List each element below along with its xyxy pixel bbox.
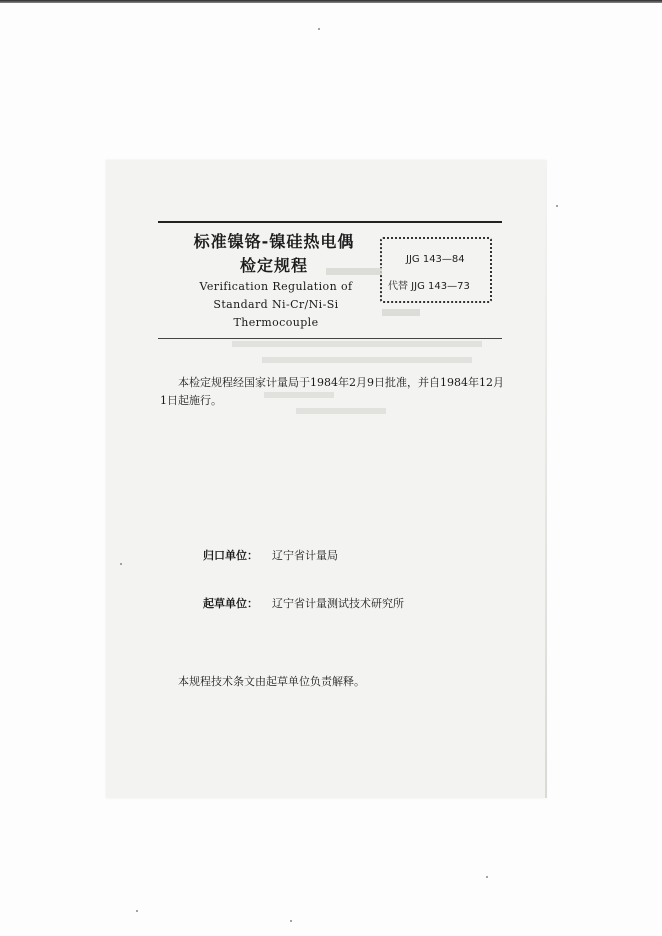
drafting-unit-value: 辽宁省计量测试技术研究所 (272, 597, 404, 610)
title-english (176, 278, 376, 332)
scan-speck (136, 910, 138, 912)
title-english-line2: Standard Ni-Cr/Ni-Si (213, 298, 339, 311)
bleed-through-mark (326, 268, 382, 275)
title-chinese-line2: 检定规程 (239, 256, 308, 275)
scan-speck (556, 205, 558, 207)
responsible-unit-label: 归口单位： (203, 549, 258, 562)
scan-speck (290, 920, 292, 922)
drafting-unit-label: 起草单位： (203, 597, 258, 610)
replaces-code: 代替 JJG 143—73 (388, 281, 470, 292)
bleed-through-mark (262, 357, 472, 363)
bleed-through-mark (232, 341, 482, 347)
title-bottom-rule (158, 338, 502, 339)
top-rule (158, 221, 502, 223)
page-edge-shadow (545, 160, 547, 798)
bleed-through-mark (382, 309, 420, 316)
title-chinese-line1: 标准镍铬-镍硅热电偶 (193, 232, 355, 251)
responsible-unit-value: 辽宁省计量局 (272, 549, 338, 562)
scan-speck (486, 876, 488, 878)
regulation-code-stamp (380, 237, 492, 303)
regulation-code: JJG 143—84 (406, 254, 465, 265)
scan-speck (318, 28, 320, 30)
interpretation-note: 本规程技术条文由起草单位负责解释。 (178, 675, 365, 688)
title-english-line3: Thermocouple (233, 316, 319, 329)
scan-top-edge (0, 0, 662, 3)
approval-statement: 本检定规程经国家计量局于1984年2月9日批准，并自1984年12月1日起施行。 (160, 376, 504, 407)
title-english-line1: Verification Regulation of (199, 280, 353, 293)
scan-speck (120, 563, 122, 565)
